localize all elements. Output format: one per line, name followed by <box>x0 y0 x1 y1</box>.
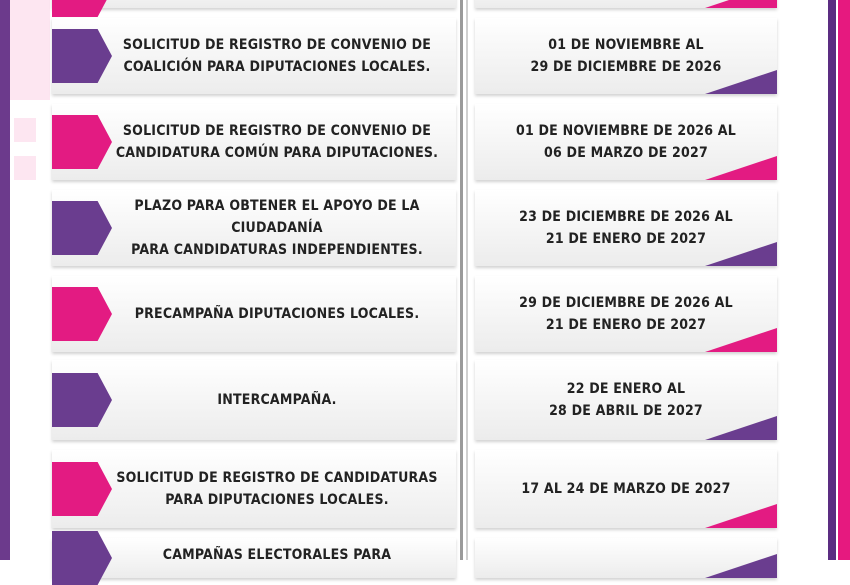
decorative-block <box>10 0 50 100</box>
activity-text: PRECAMPAÑA DIPUTACIONES LOCALES. <box>134 306 420 322</box>
date-cell <box>475 18 777 94</box>
column-divider <box>460 0 463 560</box>
activity-cell <box>52 18 456 94</box>
activity-text: PLAZO PARA OBTENER EL APOYO DE LA CIUDADANÍA PARA CANDIDATURAS INDEPENDIENTES. <box>131 198 423 258</box>
date-text: 23 DE DICIEMBRE DE 2026 AL 21 DE ENERO DE 2027 <box>519 209 733 247</box>
activity-cell <box>52 0 456 8</box>
date-cell <box>475 104 777 180</box>
date-cell <box>475 360 777 440</box>
activity-cell <box>52 190 456 266</box>
left-border-bar <box>0 0 10 560</box>
activity-text: INTERCAMPAÑA. <box>217 392 337 408</box>
date-cell <box>475 190 777 266</box>
right-border-bar-pink <box>838 0 850 560</box>
date-cell <box>475 0 777 8</box>
date-cell <box>475 276 777 352</box>
activity-text: SOLICITUD DE REGISTRO DE CONVENIO DE CANDIDATURA COMÚN PARA DIPUTACIONES. <box>115 123 439 161</box>
activity-text: SOLICITUD DE REGISTRO DE CANDIDATURAS PARA DIPUTACIONES LOCALES. <box>116 470 438 508</box>
date-text: 01 DE NOVIEMBRE DE 2026 AL 06 DE MARZO DE 2027 <box>516 123 736 161</box>
activity-cell <box>52 538 456 578</box>
date-text: 29 DE DICIEMBRE DE 2026 AL 21 DE ENERO DE 2027 <box>519 295 733 333</box>
activity-cell <box>52 104 456 180</box>
date-cell <box>475 538 777 578</box>
date-text: 17 AL 24 DE MARZO DE 2027 <box>521 481 731 497</box>
date-text: 22 DE ENERO AL 28 DE ABRIL DE 2027 <box>549 381 703 419</box>
decorative-block <box>14 118 36 142</box>
activity-cell <box>52 276 456 352</box>
column-divider <box>466 0 468 560</box>
date-cell <box>475 450 777 528</box>
activity-cell <box>52 450 456 528</box>
activity-text: SOLICITUD DE REGISTRO DE CONVENIO DE COALICIÓN PARA DIPUTACIONES LOCALES. <box>122 37 432 75</box>
activity-cell <box>52 360 456 440</box>
right-border-bar-purple <box>828 0 836 560</box>
activity-text <box>98 0 456 8</box>
decorative-block <box>14 156 36 180</box>
date-text: 01 DE NOVIEMBRE AL 29 DE DICIEMBRE DE 2026 <box>530 37 722 75</box>
activity-text: CAMPAÑAS ELECTORALES PARA <box>162 547 392 563</box>
